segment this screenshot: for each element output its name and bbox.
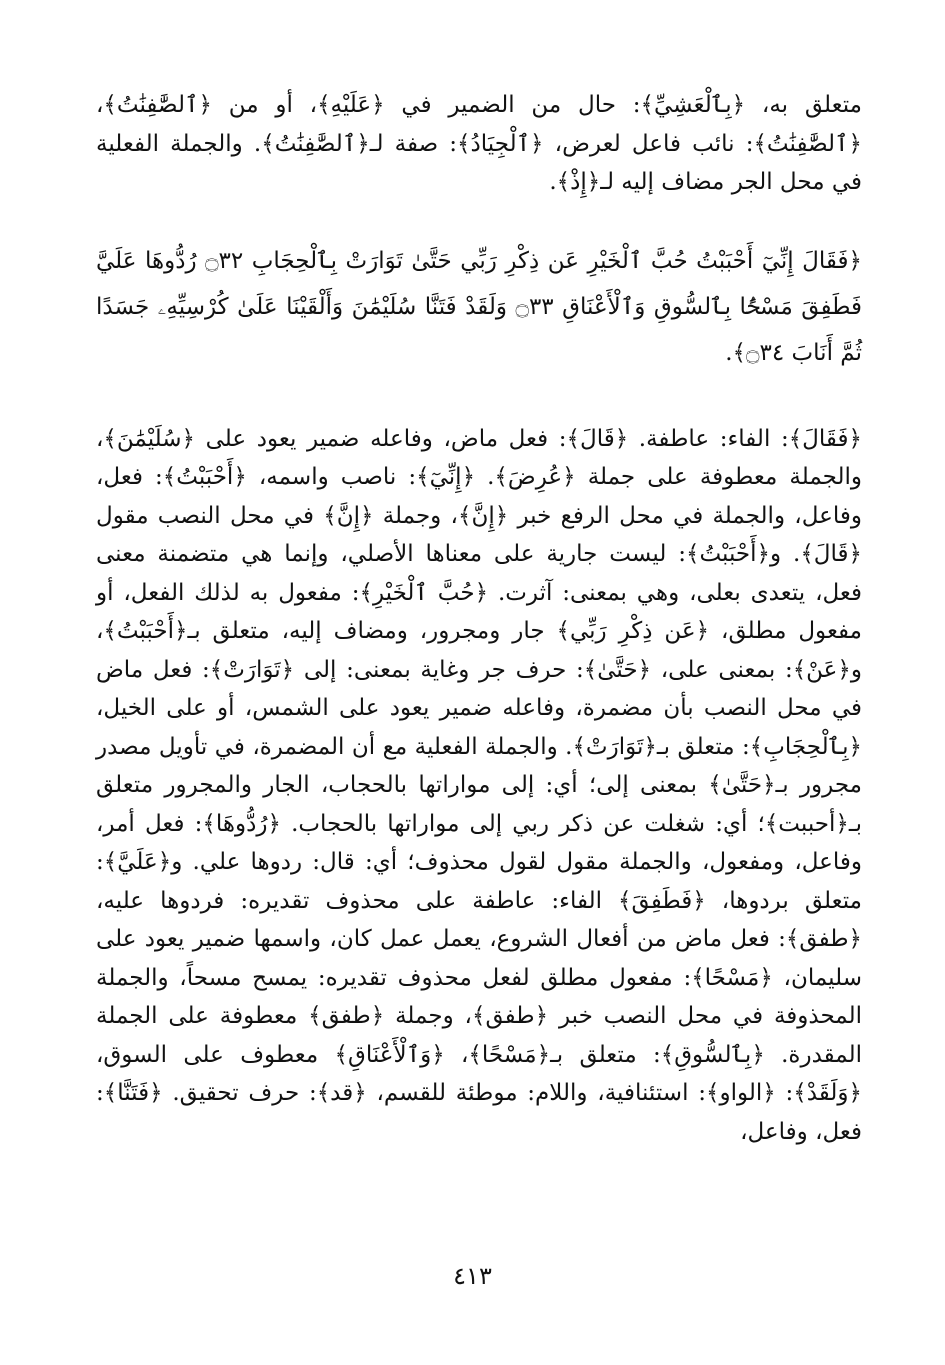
page-number: ٤١٣ <box>453 1262 492 1290</box>
quran-verse-block: ﴿فَقَالَ إِنِّيٓ أَحْبَبْتُ حُبَّ ٱلْخَيْرِ عَن ذِكْرِ رَبِّي حَتَّىٰ تَوَارَتْ بِٱلْحِجَابِ ۝٣٢ رُدُّوهَا عَلَيَّ فَطَفِقَ مَسْحًۢا بِٱلسُّوقِ وَٱلْأَعْنَاقِ ۝٣٣ وَلَقَدْ فَتَنَّا سُلَيْمَٰنَ وَأَلْقَيْنَا عَلَىٰ كُرْسِيِّهِۦ جَسَدًا ثُمَّ أَنَابَ ۝٣٤﴾. <box>96 247 862 366</box>
page-body <box>96 86 862 1151</box>
commentary-paragraph-2: ﴿فَقَالَ﴾: الفاء: عاطفة. ﴿قَالَ﴾: فعل ماض، وفاعله ضمير يعود على ﴿سُلَيْمَٰنَ﴾، والجملة معطوفة على جملة ﴿عُرِضَ﴾. ﴿إِنِّيٓ﴾: ناصب واسمه، ﴿أَحْبَبْتُ﴾: فعل، وفاعل، والجملة في محل الرفع خبر ﴿إِنَّ﴾، وجملة ﴿إِنَّ﴾ في محل النصب مقول ﴿قَالَ﴾. و﴿أَحْبَبْتُ﴾: ليست جارية على معناها الأصلي، وإنما هي متضمنة معنى فعل، يتعدى بعلى، وهي بمعنى: آثرت. ﴿حُبَّ ٱلْخَيْرِ﴾: مفعول به لذلك الفعل، أو مفعول مطلق، ﴿عَن ذِكْرِ رَبِّي﴾ جار ومجرور، ومضاف إليه، متعلق بـ﴿أَحْبَبْتُ﴾، و﴿عَنْ﴾: بمعنى على، ﴿حَتَّىٰ﴾: حرف جر وغاية بمعنى: إلى ﴿تَوَارَتْ﴾: فعل ماض في محل النصب بأن مضمرة، وفاعله ضمير يعود على الشمس، أو على الخيل، ﴿بِٱلْحِجَابِ﴾: متعلق بـ﴿تَوَارَتْ﴾. والجملة الفعلية مع أن المضمرة، في تأويل مصدر مجرور بـ﴿حَتَّىٰ﴾ بمعنى إلى؛ أي: إلى مواراتها بالحجاب، الجار والمجرور متعلق بـ﴿أحببت﴾؛ أي: شغلت عن ذكر ربي إلى مواراتها بالحجاب. ﴿رُدُّوهَا﴾: فعل أمر، وفاعل، ومفعول، والجملة مقول لقول محذوف؛ أي: قال: ردوها علي. و﴿عَلَيَّ﴾: متعلق بردوها، ﴿فَطَفِقَ﴾ الفاء: عاطفة على محذوف تقديره: فردوها عليه، ﴿طفق﴾: فعل ماض من أفعال الشروع، يعمل عمل كان، واسمها ضمير يعود على سليمان، ﴿مَسْحًا﴾: مفعول مطلق لفعل محذوف تقديره: يمسح مسحاً، والجملة المحذوفة في محل النصب خبر ﴿طفق﴾، وجملة ﴿طفق﴾ معطوفة على الجملة المقدرة. ﴿بِٱلسُّوقِ﴾: متعلق بـ﴿مَسْحًا﴾، ﴿وَٱلْأَعْنَاقِ﴾ معطوف على السوق، ﴿وَلَقَدْ﴾: ﴿الواو﴾: استئنافية، واللام: موطئة للقسم، ﴿قد﴾: حرف تحقيق. ﴿فَتَنَّا﴾: فعل، وفاعل، <box>96 425 863 1145</box>
commentary-paragraph-1: متعلق به، ﴿بِٱلْعَشِيِّ﴾: حال من الضمير في ﴿عَلَيْهِ﴾، أو من ﴿ٱلصَّٰفِنَٰتُ﴾، ﴿ٱلصَّٰفِنَٰتُ﴾: نائب فاعل لعرض، ﴿ٱلْجِيَادُ﴾: صفة لـ﴿ٱلصَّٰفِنَٰتُ﴾. والجملة الفعلية في محل الجر مضاف إليه لـ﴿إِذْ﴾. <box>96 92 862 195</box>
